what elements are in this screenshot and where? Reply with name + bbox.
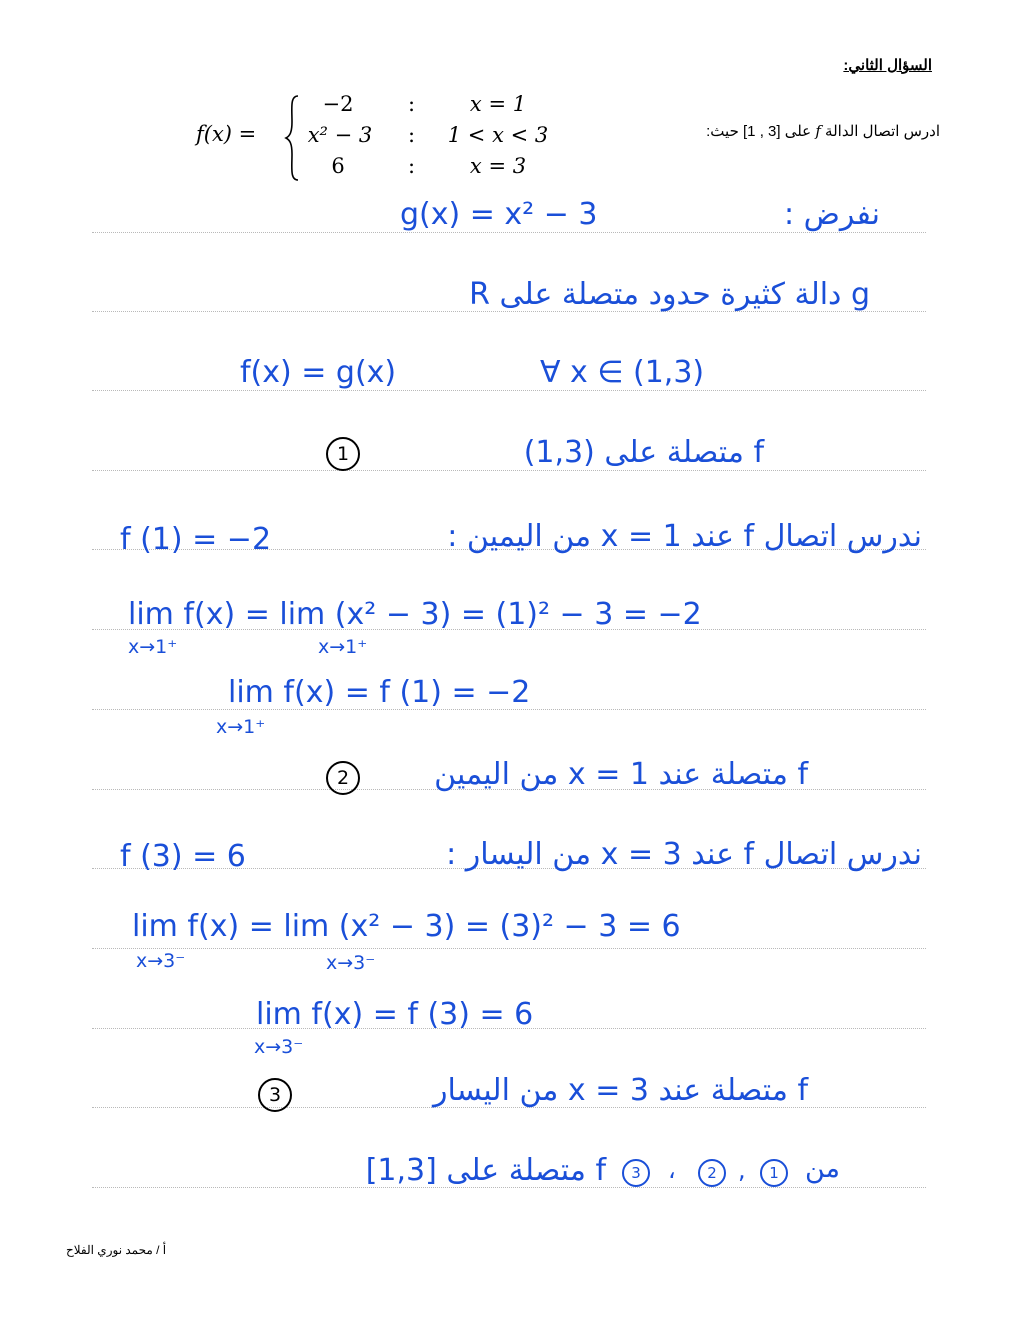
result-marker-3: 3 xyxy=(258,1078,292,1112)
case-separator: : xyxy=(408,154,416,178)
handwritten-comma: , xyxy=(738,1156,746,1184)
instruction-prefix: ادرس اتصال الدالة xyxy=(825,123,940,140)
handwritten-f-of-1: f (1) = −2 xyxy=(120,522,272,557)
handwritten-f-of-3: f (3) = 6 xyxy=(120,839,246,874)
limit-subscript: x→3⁻ xyxy=(254,1036,304,1058)
limit-subscript: x→1⁺ xyxy=(216,716,266,738)
handwritten-let: نفرض : xyxy=(784,197,880,232)
handwritten-final-conclusion: f متصلة على [1,3] xyxy=(365,1153,606,1188)
instruction-function-symbol: f xyxy=(815,122,821,140)
handwritten-right-limit-at-1: lim f(x) = lim (x² − 3) = (1)² − 3 = −2 xyxy=(128,597,702,632)
limit-subscript: x→3⁻ xyxy=(326,952,376,974)
function-lhs: f(x) = xyxy=(196,122,257,146)
result-marker-1: 1 xyxy=(326,437,360,471)
case-separator: : xyxy=(408,123,416,147)
ruled-line xyxy=(92,232,926,233)
handwritten-g-definition: g(x) = x² − 3 xyxy=(400,197,598,232)
final-marker-3: 3 xyxy=(622,1159,650,1187)
handwritten-final-from: من xyxy=(804,1153,840,1184)
handwritten-for-all-interval: ∀ x ∈ (1,3) xyxy=(540,355,705,390)
handwritten-continuous-right-at-1: f متصلة عند 1 = x من اليمين xyxy=(434,757,808,792)
case-condition: x = 3 xyxy=(469,154,527,178)
case-value: −2 xyxy=(322,92,354,116)
case-separator: : xyxy=(408,92,416,116)
case-condition: x = 1 xyxy=(469,92,527,116)
final-marker-2: 2 xyxy=(698,1159,726,1187)
instruction-suffix: حيث: xyxy=(706,123,739,140)
limit-subscript: x→1⁺ xyxy=(128,636,178,658)
ruled-line xyxy=(92,470,926,471)
ruled-line xyxy=(92,948,926,949)
final-marker-1: 1 xyxy=(760,1159,788,1187)
limit-subscript: x→3⁻ xyxy=(136,950,186,972)
instruction-interval: [1 , 3] xyxy=(743,123,781,140)
handwritten-study-left-continuity: ندرس اتصال f عند 3 = x من اليسار : xyxy=(446,837,922,872)
author-credit: أ / محمد نوري الفلاح xyxy=(66,1243,167,1257)
question-instruction xyxy=(620,122,940,140)
question-title: السؤال الثاني: xyxy=(843,57,932,74)
handwritten-limit-equals-value-at-3: lim f(x) = f (3) = 6 xyxy=(256,997,534,1032)
instruction-mid: على xyxy=(784,123,812,140)
handwritten-study-right-continuity: ندرس اتصال f عند 1 = x من اليمين : xyxy=(447,519,922,554)
handwritten-polynomial-statement: g دالة كثيرة حدود متصلة على R xyxy=(469,277,870,312)
case-value: x² − 3 xyxy=(307,123,373,147)
handwritten-comma: ، xyxy=(668,1156,676,1184)
handwritten-continuous-left-at-3: f متصلة عند 3 = x من اليسار xyxy=(432,1073,808,1108)
case-condition: 1 < x < 3 xyxy=(447,123,549,147)
limit-subscript: x→1⁺ xyxy=(318,636,368,658)
ruled-line xyxy=(92,390,926,391)
result-marker-2: 2 xyxy=(326,761,360,795)
piecewise-function xyxy=(196,92,576,184)
handwritten-continuous-open-interval: f متصلة على (1,3) xyxy=(523,435,764,470)
case-value: 6 xyxy=(331,154,345,178)
handwritten-f-equals-g: f(x) = g(x) xyxy=(240,355,397,390)
handwritten-limit-equals-value-at-1: lim f(x) = f (1) = −2 xyxy=(228,675,531,710)
handwritten-left-limit-at-3: lim f(x) = lim (x² − 3) = (3)² − 3 = 6 xyxy=(132,909,681,944)
